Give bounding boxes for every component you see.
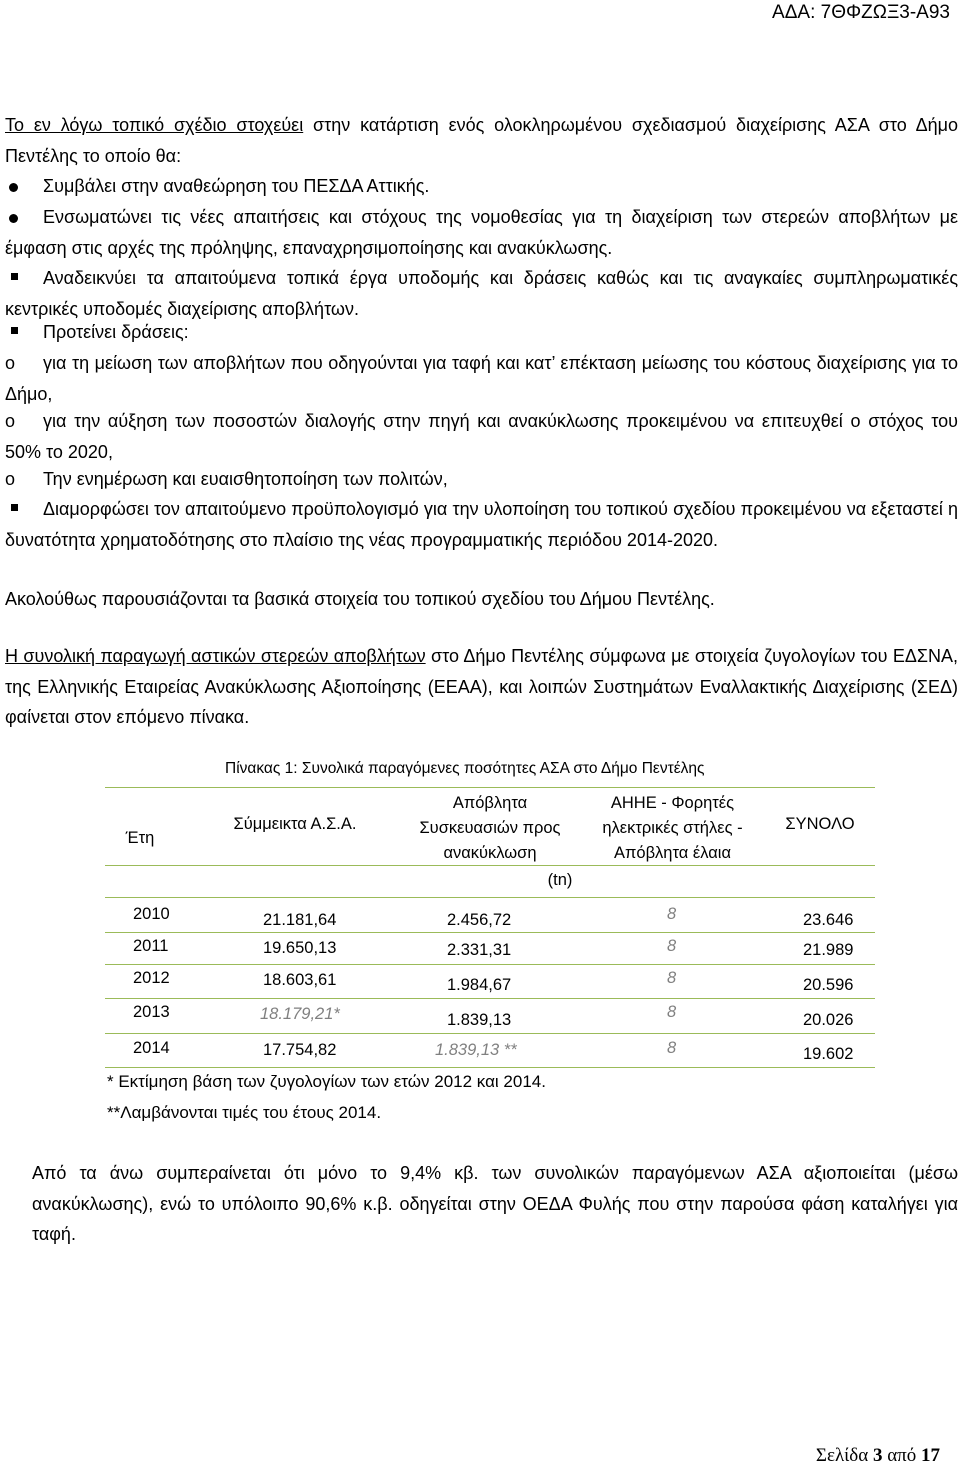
row-weee: 8 <box>667 1003 677 1021</box>
bullet-dot-icon <box>9 183 18 192</box>
circle-bullet-icon: o <box>5 411 16 431</box>
bullet-text: Διαμορφώσει τον απαιτούμενο προϋπολογισμό για την υλοποίηση του τοπικού σχεδίου προκειμένου να εξεταστεί η δυνατότητα χρηματοδότησης στο πλαίσιο της νέας προγραμματικής περιόδου 2014-2020. <box>5 499 958 550</box>
header-unit: (tn) <box>547 871 573 889</box>
row-packaging: 2.456,72 <box>447 911 512 929</box>
row-year: 2013 <box>133 1003 170 1021</box>
header-total: ΣΥΝΟΛΟ <box>785 815 855 833</box>
row-packaging: 1.984,67 <box>447 976 512 994</box>
bullet-dot-icon <box>9 214 18 223</box>
row-mixed: 18.179,21* <box>260 1005 340 1023</box>
row-year: 2012 <box>133 969 170 987</box>
production-underlined: Η συνολική παραγωγή αστικών στερεών αποβλήτων <box>5 646 426 666</box>
footer-of-word: από <box>887 1445 917 1466</box>
bullet-text: Συμβάλει στην αναθεώρηση του ΠΕΣΔΑ Αττικής. <box>43 176 430 196</box>
row-total: 20.596 <box>803 976 854 994</box>
square-item-1 <box>5 263 958 324</box>
bullet-text: για τη μείωση των αποβλήτων που οδηγούνται για ταφή και κατ’ επέκταση μείωσης του κόστους διαχείρισης για το Δήμο, <box>5 353 958 404</box>
row-year: 2010 <box>133 905 170 923</box>
production-rest: στο Δήμο Πεντέλης σύμφωνα με στοιχεία ζυγολογίων του ΕΔΣΝΑ, της Ελληνικής Εταιρείας Ανακύκλωσης Αξιοποίησης (ΕΕΑΑ), και λοιπών Συστημάτων Εναλλακτικής Διαχείρισης (ΣΕΔ) φαίνεται στον επόμενο πίνακα. <box>5 646 958 727</box>
square-bullet-icon <box>11 504 18 511</box>
document-id: ΑΔΑ: 7ΘΦΖΩΞ3-Α93 <box>772 2 950 23</box>
square-item-3 <box>5 494 958 555</box>
row-mixed: 19.650,13 <box>263 939 337 957</box>
production-paragraph <box>5 641 958 733</box>
circle-item-2 <box>5 406 958 467</box>
header-mixed: Σύμμεικτα Α.Σ.Α. <box>233 815 357 833</box>
circle-bullet-icon: o <box>5 469 16 489</box>
conclusion-paragraph: Από τα άνω συμπεραίνεται ότι μόνο το 9,4% κβ. των συνολικών παραγόμενων ΑΣΑ αξιοποιείται (μέσω ανακύκλωσης), ενώ το υπόλοιπο 90,6% κ.β. οδηγείται στην ΟΕΔΑ Φυλής που στην παρούσα φάση καταλήγει για ταφή. <box>32 1163 958 1244</box>
row-mixed: 21.181,64 <box>263 911 337 929</box>
row-divider <box>105 932 875 933</box>
bullet-text: Ενσωματώνει τις νέες απαιτήσεις και στόχους της νομοθεσίας για τη διαχείριση των στερεών αποβλήτων με έμφαση στις αρχές της πρόληψης, επαναχρησιμοποίησης και ανακύκλωσης. <box>5 207 958 258</box>
square-bullet-icon <box>11 273 18 280</box>
page-footer <box>816 1445 940 1467</box>
row-weee: 8 <box>667 937 677 955</box>
row-year: 2011 <box>133 937 169 955</box>
bullet-text: Αναδεικνύει τα απαιτούμενα τοπικά έργα υποδομής και δράσεις καθώς και τις αναγκαίες συμπληρωματικές κεντρικές υποδομές διαχείρισης αποβλήτων. <box>5 268 958 319</box>
table-note-1: * Εκτίμηση βάση των ζυγολογίων των ετών 2012 και 2014. <box>107 1072 546 1091</box>
header-packaging: Απόβλητα Συσκευασιών προς ανακύκλωση <box>419 794 561 862</box>
table-header-bottom <box>105 897 875 898</box>
row-divider <box>105 1033 875 1034</box>
bullet-item-1 <box>5 171 958 202</box>
row-total: 19.602 <box>803 1045 854 1063</box>
table-title: Πίνακας 1: Συνολικά παραγόμενες ποσότητες ΑΣΑ στο Δήμο Πεντέλης <box>225 760 705 777</box>
follow-paragraph: Ακολούθως παρουσιάζονται τα βασικά στοιχεία του τοπικού σχεδίου του Δήμου Πεντέλης. <box>5 589 715 609</box>
row-total: 23.646 <box>803 911 854 929</box>
bullet-item-2 <box>5 202 958 263</box>
row-weee: 8 <box>667 905 677 923</box>
table-note-2: **Λαμβάνονται τιμές του έτους 2014. <box>107 1103 382 1122</box>
header-years: Έτη <box>125 829 155 847</box>
table-top-border <box>105 787 875 788</box>
square-bullet-icon <box>11 327 18 334</box>
intro-rest: στην κατάρτιση ενός ολοκληρωμένου σχεδιασμού διαχείρισης ΑΣΑ στο Δήμο Πεντέλης το οποίο θα: <box>5 115 958 166</box>
row-weee: 8 <box>667 969 677 987</box>
square-item-2 <box>5 317 958 348</box>
row-mixed: 17.754,82 <box>263 1041 337 1059</box>
row-packaging: 2.331,31 <box>447 941 512 959</box>
row-divider <box>105 998 875 999</box>
footer-page-number: 3 <box>872 1445 883 1466</box>
row-mixed: 18.603,61 <box>263 971 337 989</box>
bullet-text: Προτείνει δράσεις: <box>43 322 189 342</box>
row-packaging: 1.839,13 ** <box>435 1041 517 1059</box>
row-year: 2014 <box>133 1039 170 1057</box>
header-weee: ΑΗΗΕ - Φορητές ηλεκτρικές στήλες - Απόβλητα έλαια <box>602 794 743 862</box>
circle-item-3 <box>5 464 958 495</box>
circle-item-1 <box>5 348 958 409</box>
circle-bullet-icon: o <box>5 353 16 373</box>
row-divider <box>105 964 875 965</box>
row-weee: 8 <box>667 1039 677 1057</box>
bullet-text: για την αύξηση των ποσοστών διαλογής στην πηγή και ανακύκλωσης προκειμένου να επιτευχθεί ο στόχος του 50% το 2020, <box>5 411 958 462</box>
row-total: 20.026 <box>803 1011 854 1029</box>
row-packaging: 1.839,13 <box>447 1011 512 1029</box>
row-total: 21.989 <box>803 941 854 959</box>
table-header-divider <box>105 865 875 866</box>
footer-total-pages: 17 <box>921 1445 940 1466</box>
waste-table <box>105 787 875 1077</box>
table-bottom-border <box>105 1067 875 1068</box>
footer-page-word: Σελίδα <box>815 1445 869 1466</box>
intro-underlined: Το εν λόγω τοπικό σχέδιο στοχεύει <box>5 115 304 135</box>
bullet-text: Την ενημέρωση και ευαισθητοποίηση των πολιτών, <box>43 469 448 489</box>
intro-paragraph <box>5 110 958 171</box>
